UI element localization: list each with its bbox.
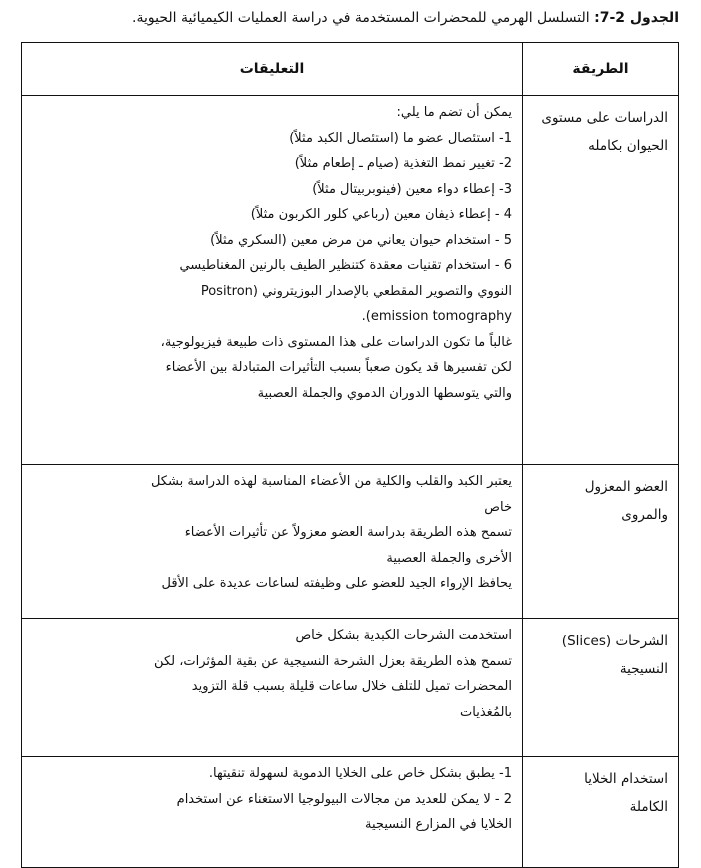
header-method: الطريقة [523,43,679,96]
table-row [22,619,679,757]
method-line: والمروى [621,507,668,523]
header-notes: التعليقات [22,43,523,96]
notes-line: 6 - استخدام تقنيات معقدة كتنظير الطيف بالرنين المغناطيسي [179,258,512,273]
method-cell [523,96,679,465]
method-line: الدراسات على مستوى [541,110,668,126]
notes-line: المحضرات تميل للتلف خلال ساعات قليلة بسبب قلة التزويد [191,679,512,694]
method-line: الحيوان بكامله [588,138,668,154]
notes-line: يعتبر الكبد والقلب والكلية من الأعضاء المناسبة لهذه الدراسة بشكل [150,474,512,489]
table-row [22,465,679,619]
method-cell [523,465,679,619]
method-cell [523,619,679,757]
notes-line: غالباً ما تكون الدراسات على هذا المستوى ذات طبيعة فيزيولوجية، [160,334,512,350]
notes-line: 4 - إعطاء ذيفان معين (رباعي كلور الكربون مثلاً) [250,207,512,222]
table-caption-text: التسلسل الهرمي للمحضرات المستخدمة في دراسة العمليات الكيميائية الحيوية. [132,10,595,26]
notes-line: تسمح هذه الطريقة بعزل الشرحة النسيجية عن بقية المؤثرات، لكن [154,653,512,669]
notes-line: 1- استئصال عضو ما (استئصال الكبد مثلاً) [289,130,512,146]
notes-line: لكن تفسيرها قد يكون صعباً بسبب التأثيرات المتبادلة بين الأعضاء [165,360,512,375]
table-row [22,96,679,465]
notes-line: emission tomography). [361,309,512,324]
notes-line: 5 - استخدام حيوان يعاني من مرض معين (السكري مثلاً) [210,232,512,248]
notes-line: 2 - لا يمكن للعديد من مجالات البيولوجيا الاستغناء عن استخدام [176,791,512,807]
table-caption-label: الجدول 2-7: [594,10,679,26]
notes-line: الأخرى والجملة العصبية [386,550,512,566]
notes-line: 3- إعطاء دواء معين (فينوبربيتال مثلاً) [312,181,512,197]
notes-line: 2- تغيير نمط التغذية (صيام ـ إطعام مثلاً) [294,156,512,171]
method-line: الشرحات (Slices) [561,633,668,649]
method-line: استخدام الخلايا [584,771,668,787]
notes-line: النووي والتصوير المقطعي بالإصدار البوزيتروني (Positron [200,283,512,299]
notes-line: تسمح هذه الطريقة بدراسة العضو معزولاً عن تأثيرات الأعضاء [184,525,512,540]
notes-line: يحافظ الإرواء الجيد للعضو على وظيفته لساعات عديدة على الأقل [161,576,512,591]
notes-line: 1- يطبق بشكل خاص على الخلايا الدموية لسهولة تنقيتها. [208,766,512,781]
method-line: الكاملة [629,799,668,815]
table-caption [22,8,679,28]
table-header-row [22,43,679,96]
notes-line: استخدمت الشرحات الكبدية بشكل خاص [295,628,512,643]
notes-line: والتي يتوسطها الدوران الدموي والجملة العصبية [257,385,512,401]
notes-line: بالمُغذيات [460,704,512,720]
notes-cell [22,619,523,757]
method-line: النسيجية [619,661,668,677]
preparations-table [21,42,679,868]
notes-cell [22,757,523,868]
method-line: العضو المعزول [584,479,668,495]
table-row [22,757,679,868]
notes-line: يمكن أن تضم ما يلي: [396,105,512,120]
notes-line: خاص [484,499,512,515]
notes-line: الخلايا في المزارع النسيجية [365,817,512,832]
method-cell [523,757,679,868]
notes-cell [22,465,523,619]
notes-cell [22,96,523,465]
